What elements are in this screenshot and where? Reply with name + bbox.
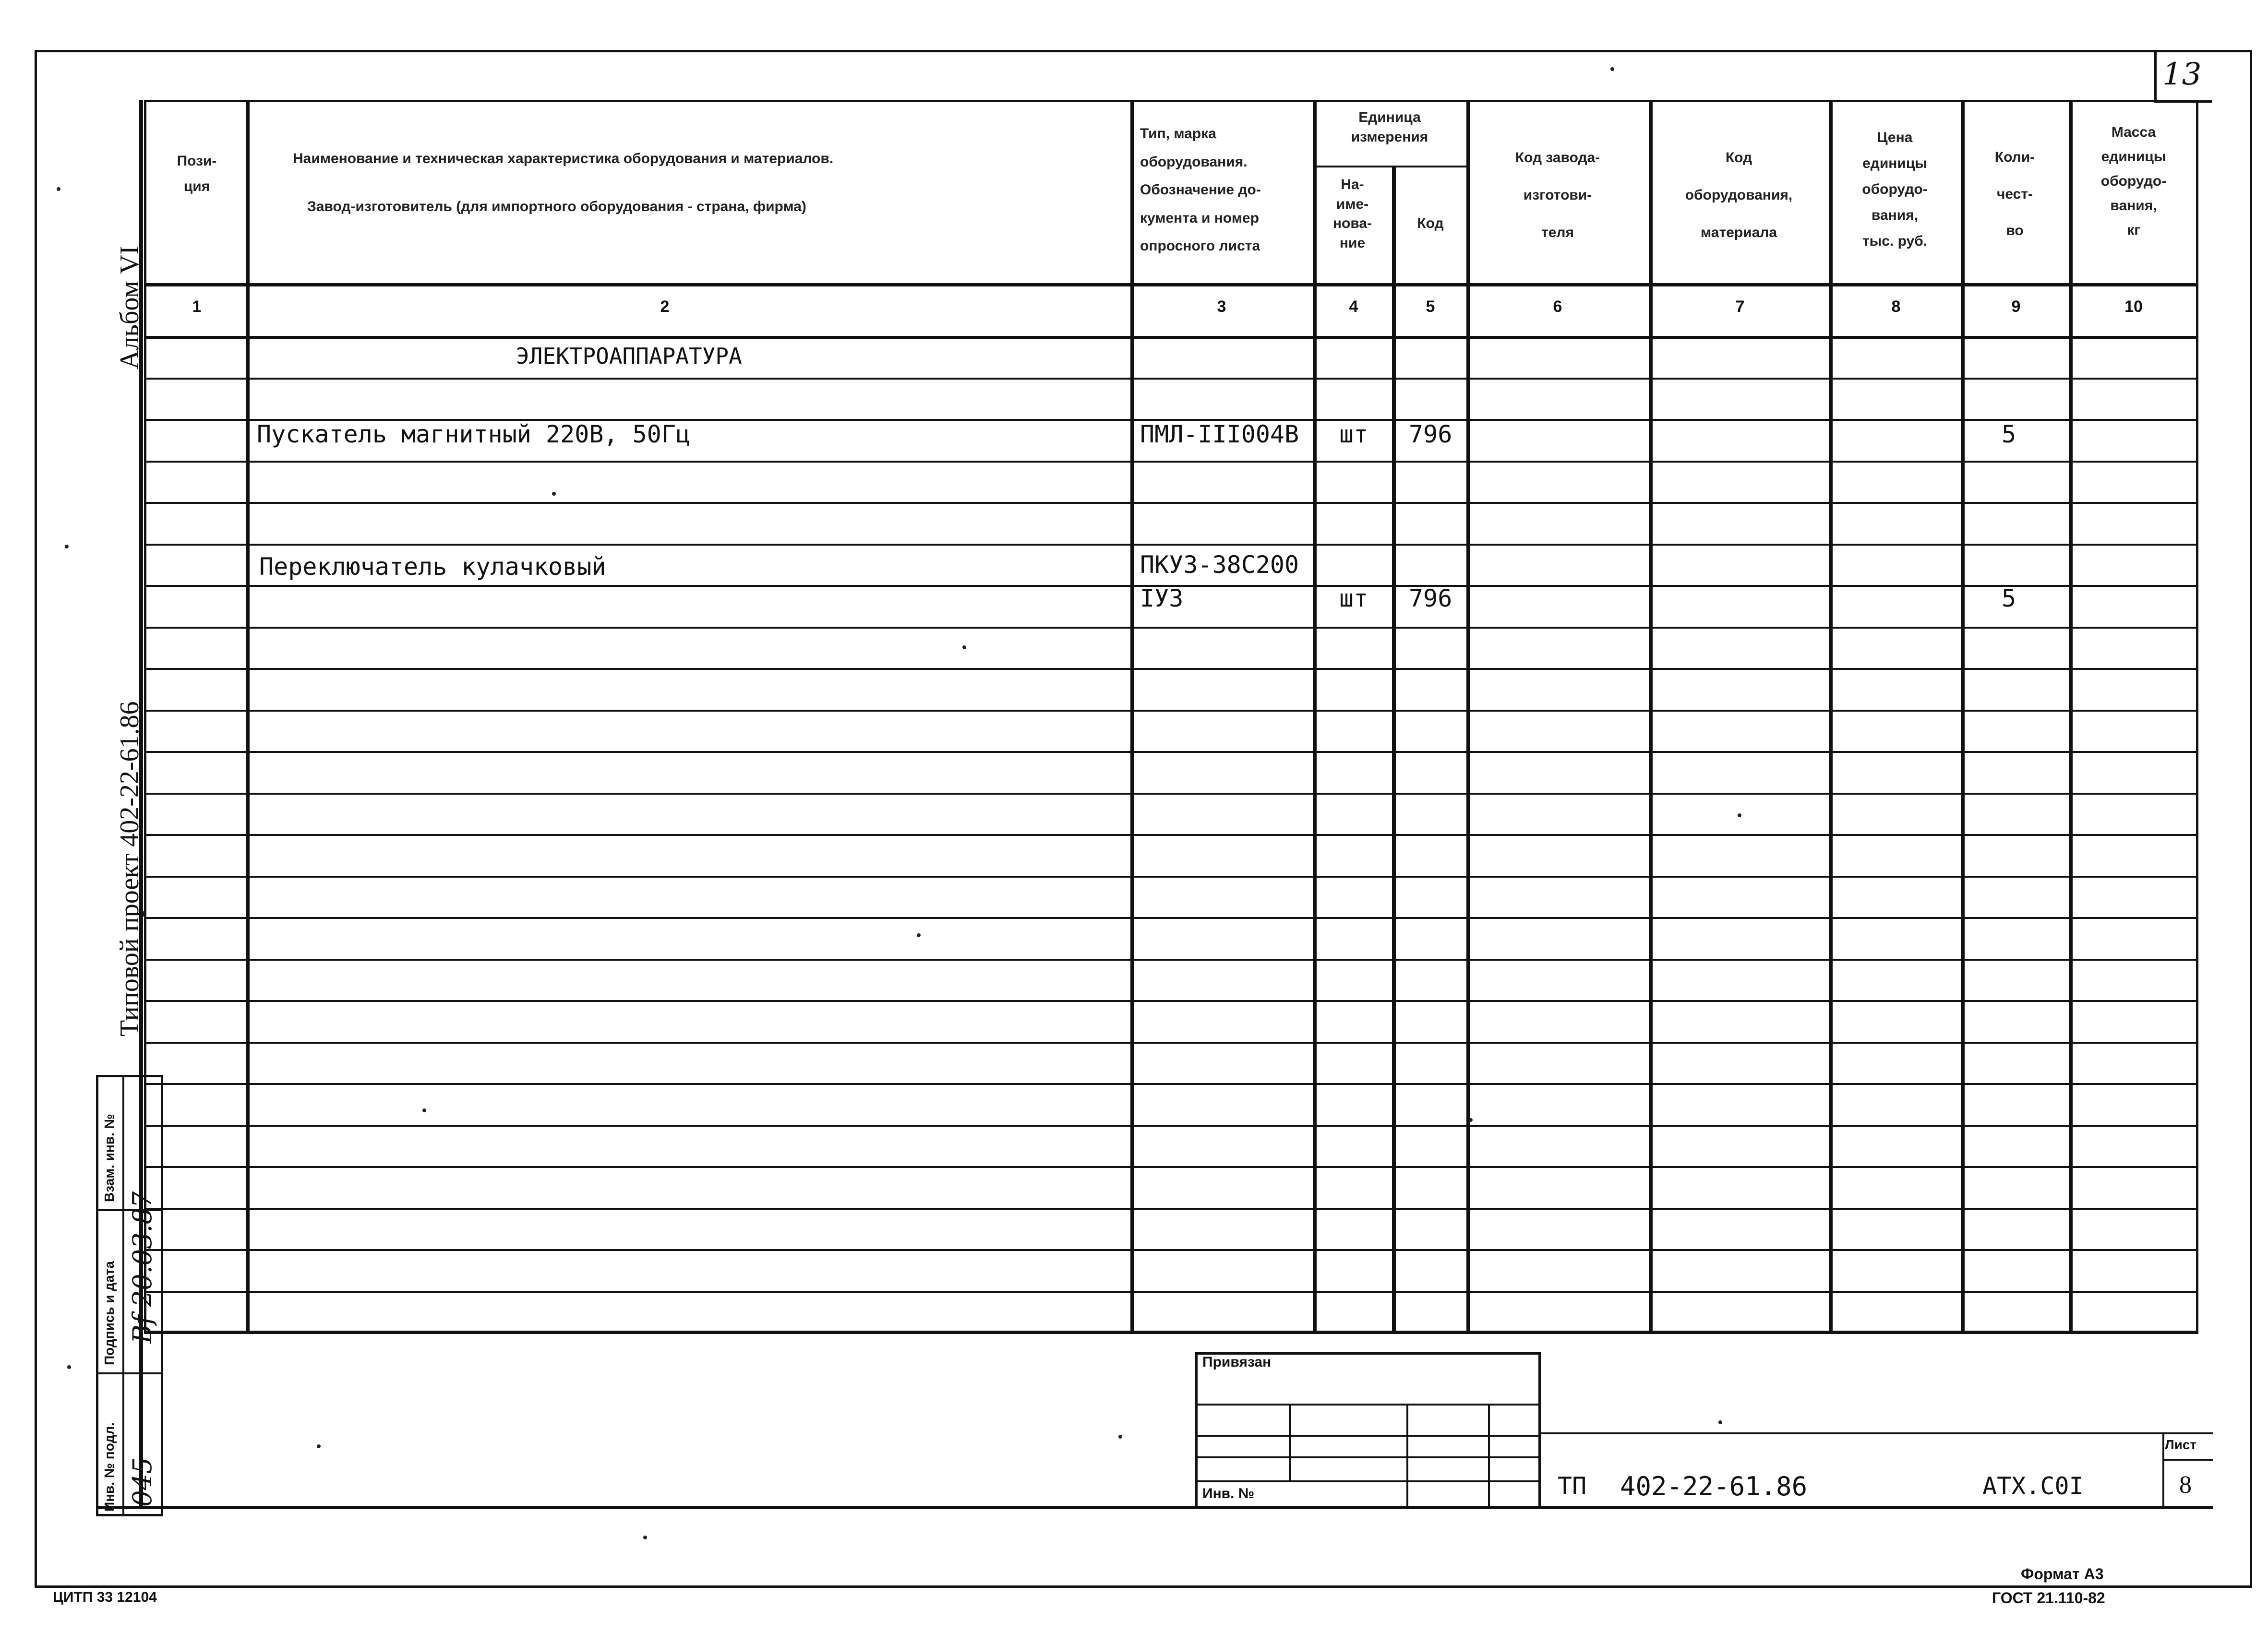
column-number-7: 7 [1735,298,1745,316]
item1-unit: шт [1339,420,1368,448]
table-row-line [144,378,2198,380]
col-line-6 [1649,100,1653,1333]
list-box-line [2162,1432,2164,1507]
scan-speck [1738,813,1741,817]
stamp-podpis-label: Подпись и дата [102,1261,117,1365]
table-row-line [144,793,2198,795]
scan-speck [643,1536,647,1539]
item1-code: 796 [1409,420,1452,448]
item2-qty: 5 [2002,584,2016,612]
scan-speck [67,1365,71,1369]
header-col1: Пози- ция [177,153,217,194]
column-number-1: 1 [192,298,202,316]
stamp-inv-podl-label: Инв. № подл. [102,1422,117,1512]
table-row-line [144,959,2198,961]
item1-name: Пускатель магнитный 220В, 50Гц [257,420,691,448]
table-row-line [144,834,2198,836]
table-row-line [144,502,2198,504]
col-line-4 [1392,166,1396,1333]
scan-speck [1610,67,1614,71]
unit-subheader-line [1313,166,1466,167]
table-row-line [144,1042,2198,1044]
item1-qty: 5 [2002,420,2016,448]
header-unit-group: Единица измерения [1351,109,1428,145]
col-line-8 [1961,100,1965,1333]
scan-speck [917,933,921,937]
table-row-line [144,627,2198,629]
table-row-line [144,544,2198,546]
scan-speck [57,187,60,191]
header-col7: Код оборудования, материала [1685,150,1793,240]
scan-speck [65,545,69,548]
scan-speck [1118,1435,1122,1439]
scan-speck [962,645,966,649]
tp-label: ТП [1558,1472,1587,1500]
footer-left-code: ЦИТП 33 12104 [53,1589,157,1605]
item2-type-line2: IУ3 [1140,584,1184,612]
column-number-8: 8 [1891,298,1901,316]
table-row-line [144,876,2198,878]
column-number-6: 6 [1553,298,1562,316]
privyazan-col-1 [1289,1404,1291,1480]
header-col10: Масса единицы оборудо- вания, кг [2100,124,2167,238]
stamp-divider-v [122,1075,124,1516]
format-label: Формат А3 [2021,1565,2104,1583]
column-number-5: 5 [1426,298,1435,316]
header-col2-line2: Завод-изготовитель (для импортного оборудования - страна, фирма) [307,199,806,214]
project-label: Типовой проект 402-22-61.86 [115,701,144,1036]
col-line-9 [2069,100,2073,1333]
header-col5: Код [1417,215,1444,231]
header-col6: Код завода- изготови- теля [1515,150,1600,240]
section-title: ЭЛЕКТРОАППАРАТУРА [516,343,742,369]
list-label: Лист [2165,1437,2197,1452]
privyazan-col-2 [1406,1404,1408,1508]
col-line-2 [1130,100,1134,1333]
scan-speck [552,492,556,496]
item2-code: 796 [1409,584,1452,612]
stamp-vzam-label: Взам. инв. № [102,1114,117,1202]
header-col2-line1: Наименование и техническая характеристика оборудования и материалов. [293,151,834,167]
sheet-code: АТХ.С0I [1982,1472,2084,1500]
column-number-9: 9 [2011,298,2021,316]
col-line-5 [1466,100,1470,1333]
scan-speck [317,1444,321,1448]
table-row-line [144,1125,2198,1127]
inv-no-label: Инв. № [1202,1486,1255,1501]
column-number-2: 2 [660,298,670,316]
column-number-3: 3 [1217,298,1226,316]
stamp-divider-2 [96,1372,163,1374]
title-top-line [1541,1432,2213,1434]
header-col3: Тип, марка оборудования. Обозначение до- кумента и номер опросного листа [1140,126,1261,254]
main-bottom-line [96,1506,2213,1509]
header-col8: Цена единицы оборудо- вания, тыс. руб. [1862,130,1928,249]
item2-name: Переключатель кулачковый [259,553,606,581]
col-line-7 [1829,100,1833,1333]
scan-speck [422,1108,426,1112]
header-bottom-line [144,283,2198,286]
colnum-bottom-line [144,336,2198,339]
col-line-1 [246,100,250,1333]
sheet-number-handwritten-text: 13 [2162,57,2202,92]
header-col9: Коли- чест- во [1994,149,2035,238]
column-number-4: 4 [1349,298,1358,316]
list-box-divider [2162,1459,2213,1461]
table-row-line [144,1000,2198,1002]
table-row-line [144,1332,2198,1334]
list-value: 8 [2179,1471,2192,1499]
scan-speck [1718,1420,1722,1424]
item2-unit: шт [1339,584,1368,612]
table-row-line [144,1208,2198,1210]
item2-type-line1: ПКУ3-38С200 [1140,551,1299,579]
stamp-podpis-value: Bf 20.03.87 [127,1191,157,1344]
privyazan-label: Привязан [1202,1354,1272,1370]
column-number-10: 10 [2124,298,2143,316]
table-row-line [144,1166,2198,1168]
table-row-line [144,751,2198,753]
privyazan-col-3 [1488,1404,1490,1508]
table-row-line [144,1249,2198,1251]
scan-speck [1469,1118,1473,1122]
gost-label: ГОСТ 21.110-82 [1992,1589,2105,1607]
item1-type: ПМЛ-III004В [1140,420,1299,448]
table-row-line [144,1083,2198,1085]
doc-code: 402-22-61.86 [1620,1471,1808,1501]
table-row-line [144,461,2198,463]
stamp-inv-podl-value: 045 [127,1457,157,1507]
album-label: Альбом VI [115,246,144,369]
table-row-line [144,710,2198,712]
table-row-line [144,917,2198,919]
col-line-3 [1313,100,1317,1333]
header-col4: На- име- нова- ние [1332,177,1372,251]
table-row-line [144,668,2198,670]
table-row-line [144,1291,2198,1293]
